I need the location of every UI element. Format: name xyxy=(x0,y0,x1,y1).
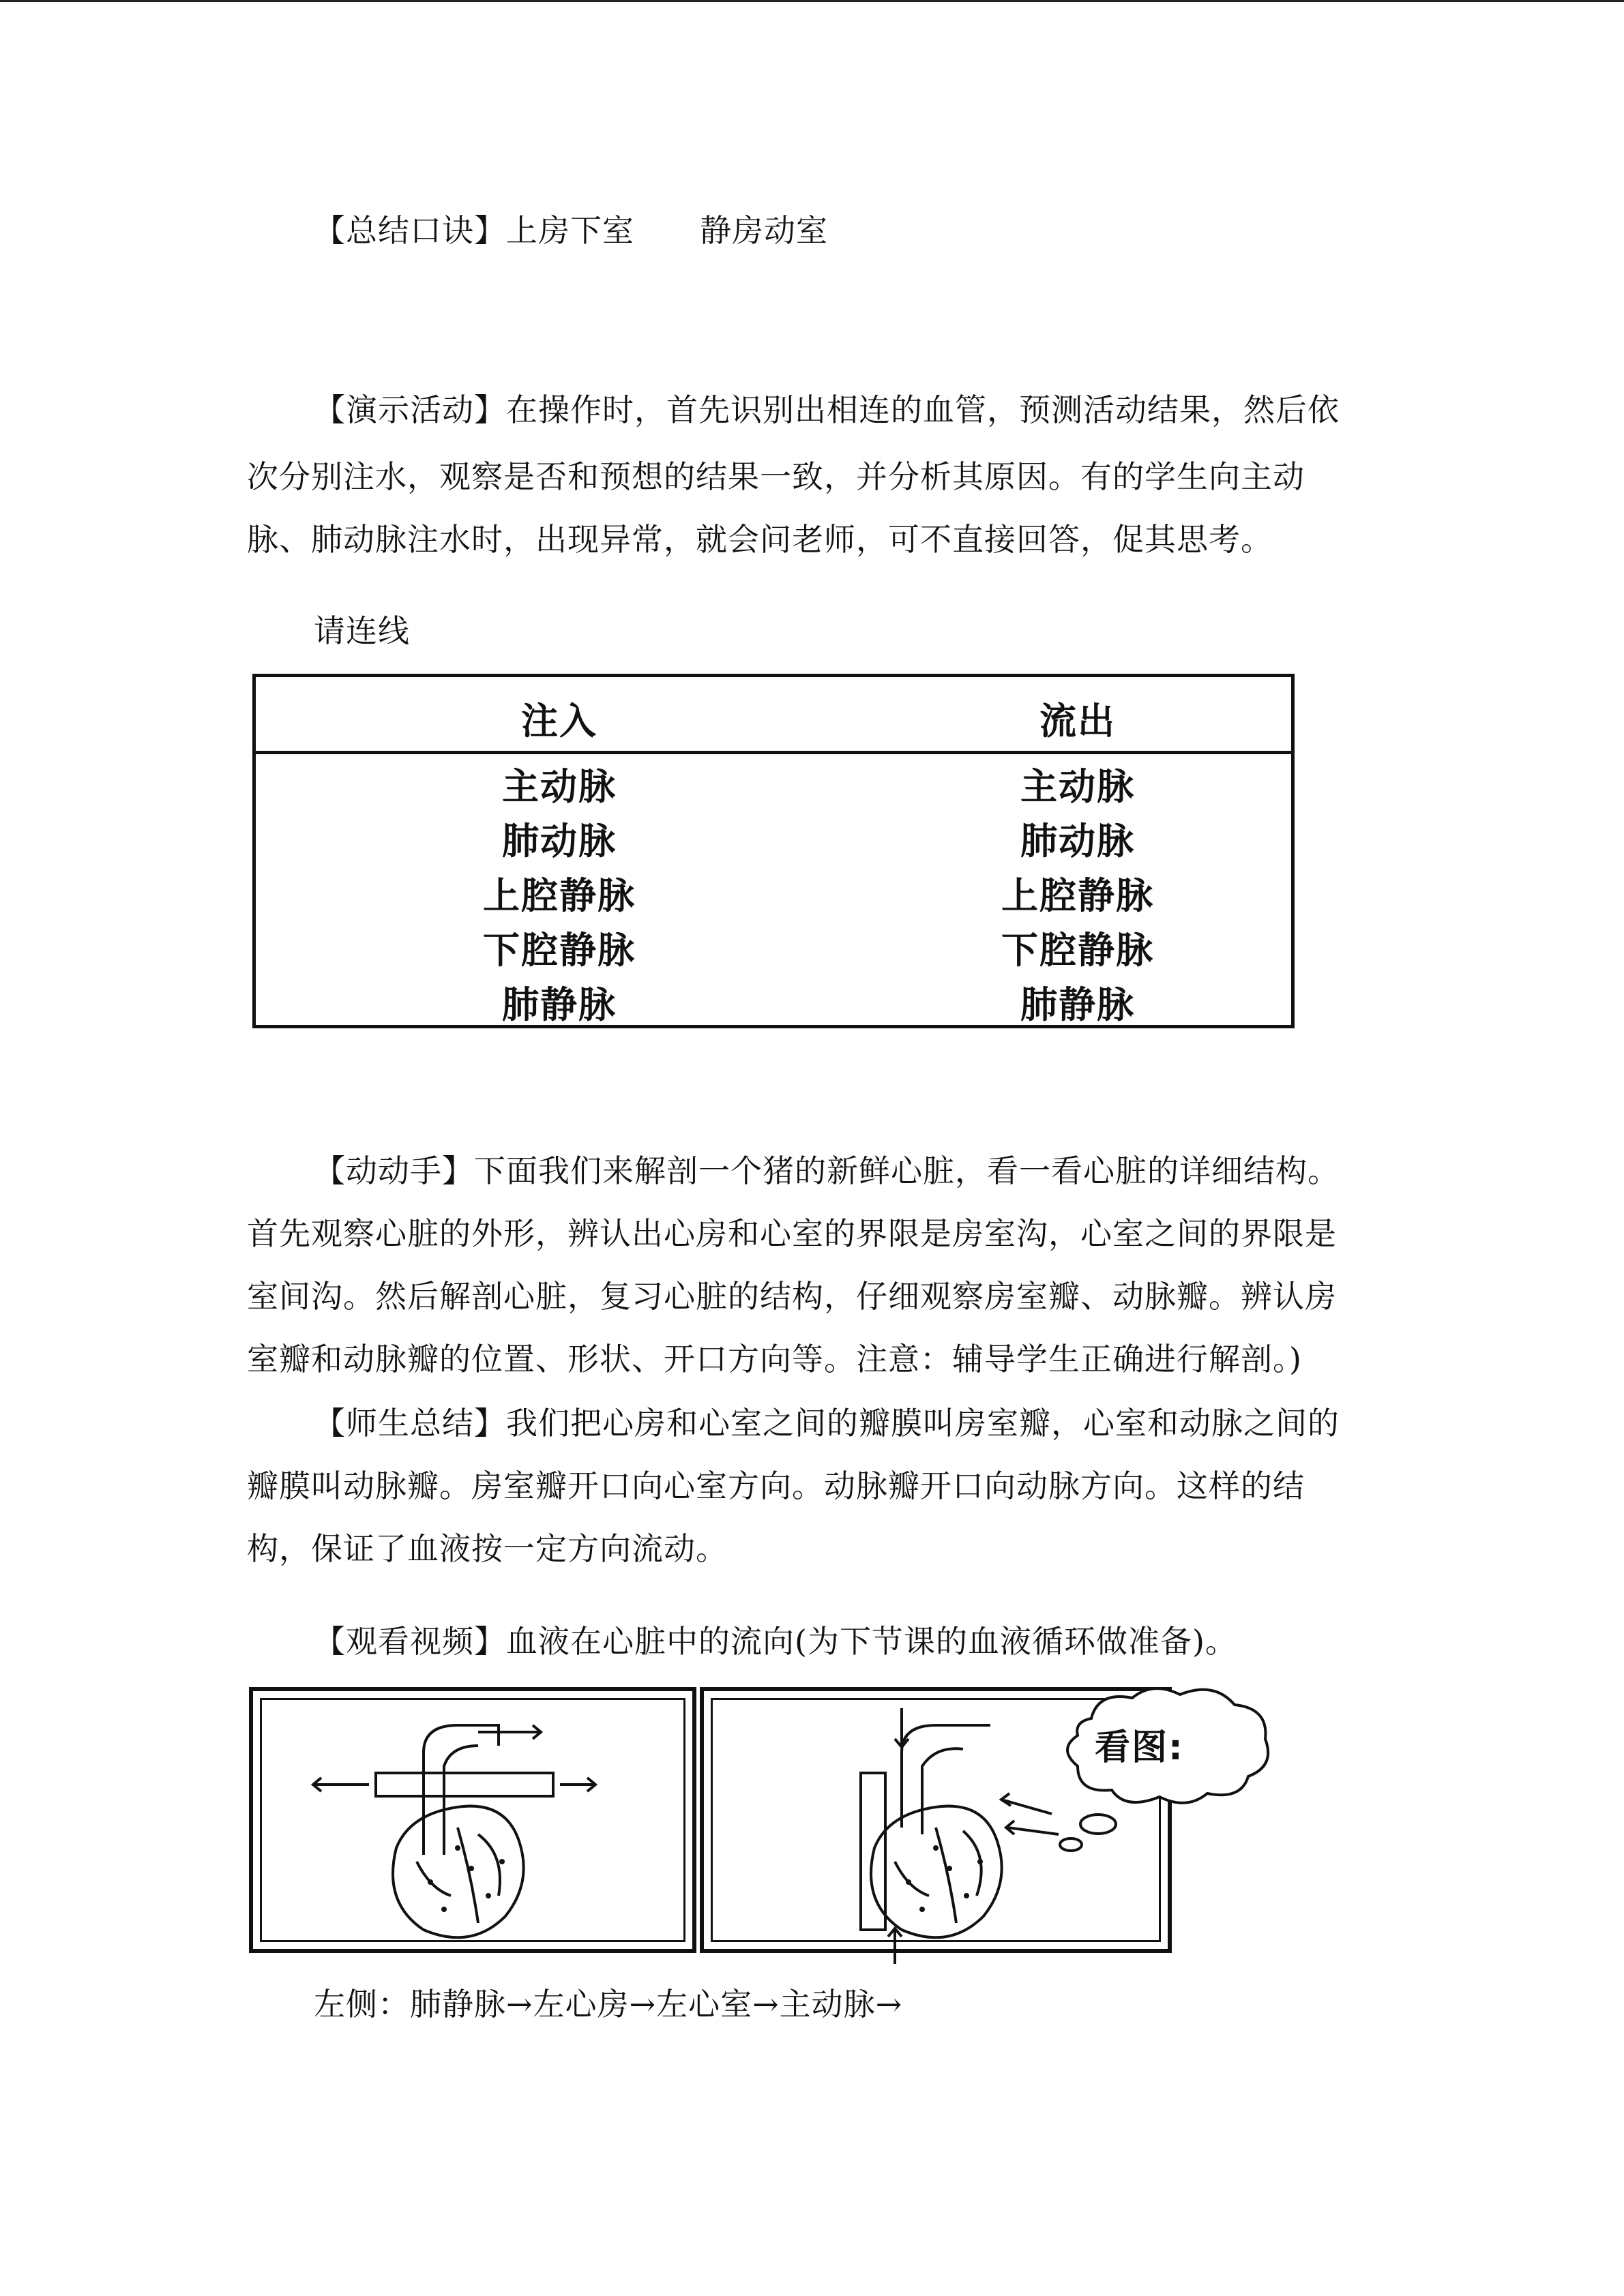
left-vessel-item[interactable]: 主动脉 xyxy=(502,765,617,808)
handson-line-2: 首先观察心脏的外形，辨认出心房和心室的界限是房室沟，心室之间的界限是 xyxy=(247,1215,1337,1252)
video-line: 【观看视频】血液在心脏中的流向(为下节课的血液循环做准备)。 xyxy=(314,1623,1237,1660)
handson-line-4: 室瓣和动脉瓣的位置、形状、开口方向等。注意：辅导学生正确进行解剖。) xyxy=(247,1341,1302,1377)
demo-line-1: 【演示活动】在操作时，首先识别出相连的血管，预测活动结果，然后依 xyxy=(314,391,1340,428)
table-header-divider xyxy=(256,751,1291,754)
page-top-border xyxy=(0,0,1624,2)
teacher-summary-line-2: 瓣膜叫动脉瓣。房室瓣开口向心室方向。动脉瓣开口向动脉方向。这样的结 xyxy=(247,1467,1305,1504)
left-vessel-item[interactable]: 肺静脉 xyxy=(502,983,617,1026)
right-vessel-item[interactable]: 肺静脉 xyxy=(1020,983,1135,1026)
summary-label: 【总结口诀】 xyxy=(314,212,506,249)
table-header-inject: 注入 xyxy=(521,700,597,743)
demo-line-2: 次分别注水，观察是否和预想的结果一致，并分析其原因。有的学生向主动 xyxy=(247,458,1305,495)
right-vessel-item[interactable]: 主动脉 xyxy=(1020,765,1135,808)
left-vessel-item[interactable]: 肺动脉 xyxy=(502,820,617,863)
connect-table xyxy=(252,674,1295,1028)
handson-line-1: 【动动手】下面我们来解剖一个猪的新鲜心脏，看一看心脏的详细结构。 xyxy=(314,1152,1340,1189)
mnemonic-1: 上房下室 xyxy=(506,212,634,249)
right-vessel-item[interactable]: 下腔静脉 xyxy=(1001,929,1154,972)
heart-diagram-left-panel xyxy=(249,1687,696,1953)
summary-mnemonic xyxy=(314,197,828,264)
left-flow-line: 左侧：肺静脉→左心房→左心室→主动脉→ xyxy=(314,1986,903,2023)
demo-line-3: 脉、肺动脉注水时，出现异常，就会问老师，可不直接回答，促其思考。 xyxy=(247,521,1273,558)
teacher-summary-line-3: 构，保证了血液按一定方向流动。 xyxy=(247,1530,728,1567)
left-vessel-item[interactable]: 下腔静脉 xyxy=(483,929,636,972)
right-vessel-item[interactable]: 肺动脉 xyxy=(1020,820,1135,863)
table-header-outflow: 流出 xyxy=(1039,700,1116,743)
mnemonic-2: 静房动室 xyxy=(700,212,828,249)
left-vessel-item[interactable]: 上腔静脉 xyxy=(483,874,636,917)
teacher-summary-line-1: 【师生总结】我们把心房和心室之间的瓣膜叫房室瓣，心室和动脉之间的 xyxy=(314,1405,1340,1442)
heart-left-illustration xyxy=(253,1691,690,1943)
handson-line-3: 室间沟。然后解剖心脏，复习心脏的结构，仔细观察房室瓣、动脉瓣。辨认房 xyxy=(247,1278,1337,1315)
bubble-text: 看图: xyxy=(1095,1727,1184,1768)
connect-prompt: 请连线 xyxy=(314,612,410,649)
right-vessel-item[interactable]: 上腔静脉 xyxy=(1001,874,1154,917)
